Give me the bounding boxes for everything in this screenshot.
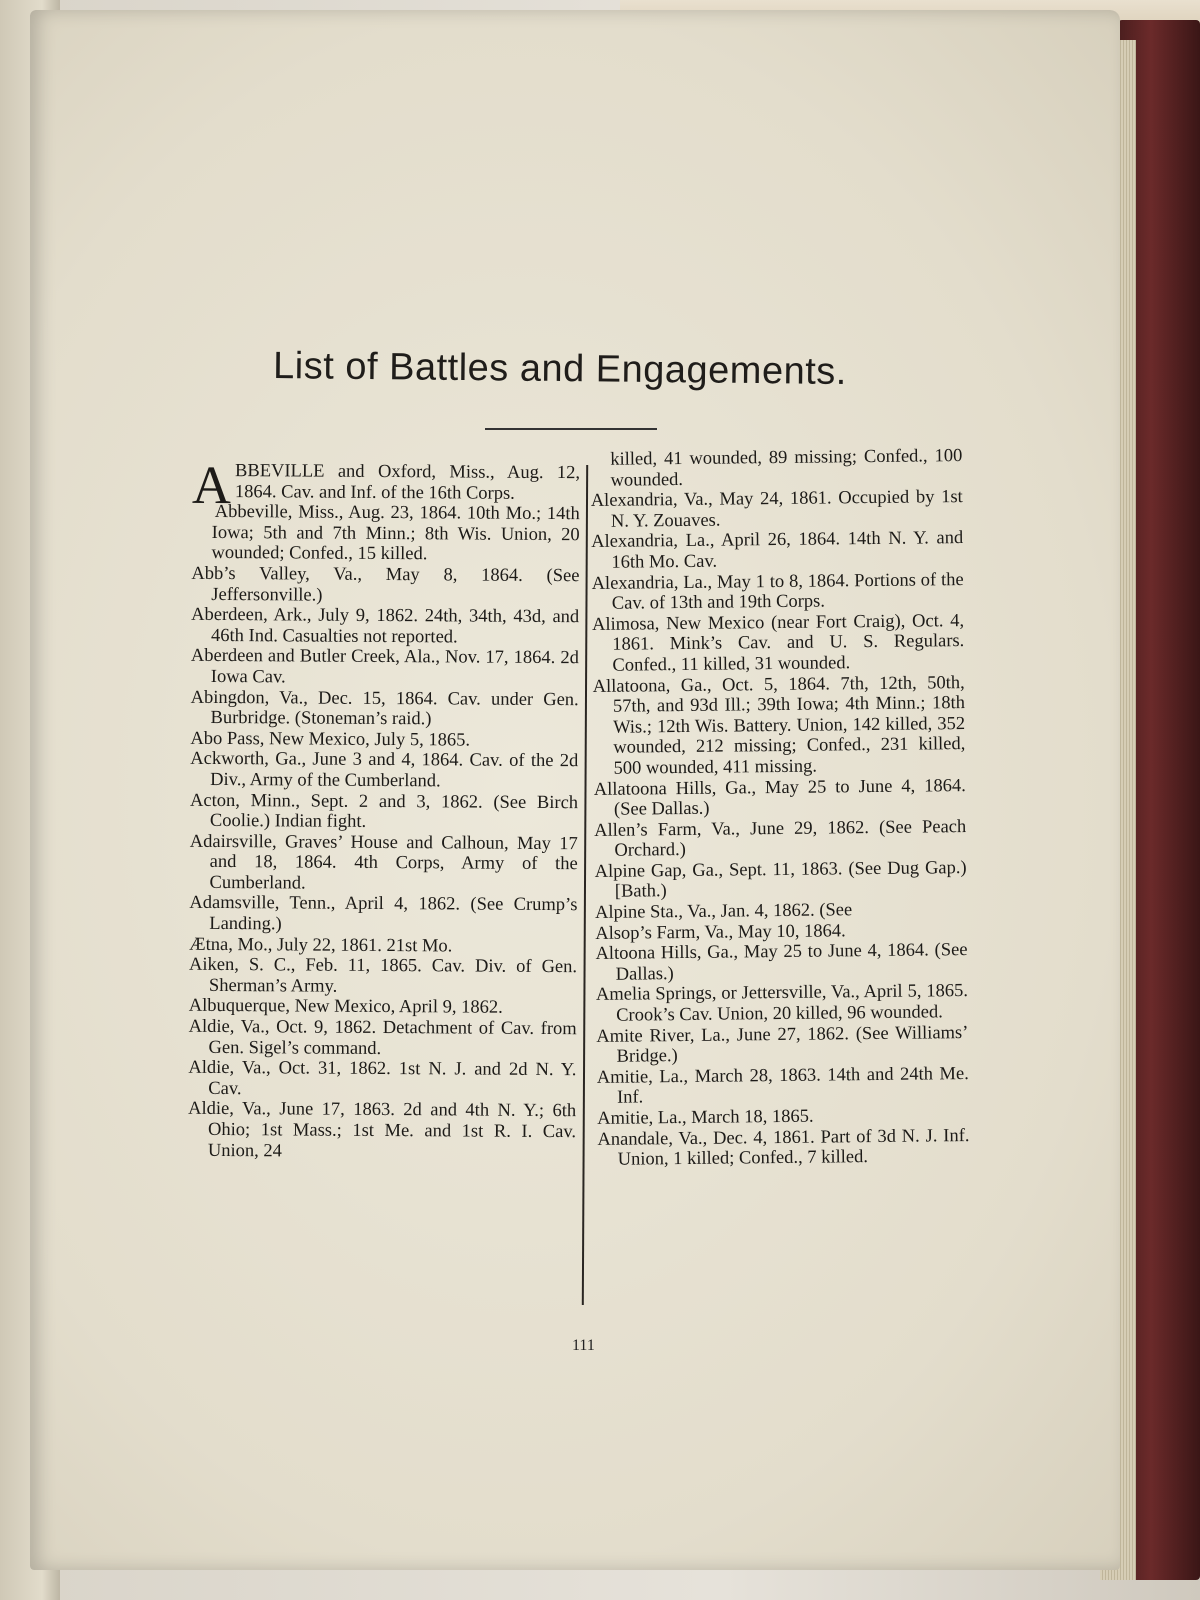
page-number: 111 bbox=[572, 1337, 595, 1354]
list-item: Allatoona, Ga., Oct. 5, 1864. 7th, 12th, 50th, 57th, and 93d Ill.; 39th Iowa; 4th Minn.; 18th Wis.; 12th Wis. Battery. Union, 142 killed, 352 wounded, 212 missing; Confed., 231 killed, 500 wounded, 411 missing. bbox=[592, 672, 966, 779]
list-item: Albuquerque, New Mexico, April 9, 1862. bbox=[188, 996, 503, 1019]
list-item: Abb’s Valley, Va., May 8, 1864. (See Jeffersonville.) bbox=[191, 563, 580, 606]
drop-cap: A bbox=[191, 454, 232, 516]
list-item: Abo Pass, New Mexico, July 5, 1865. bbox=[190, 728, 471, 751]
right-column bbox=[590, 446, 970, 1171]
list-item: Altoona Hills, Ga., May 25 to June 4, 1864. (See Dallas.) bbox=[595, 940, 968, 985]
page-title: List of Battles and Engagements. bbox=[272, 344, 848, 394]
continued-entry: killed, 41 wounded, 89 missing; Confed., 100 wounded. bbox=[610, 446, 963, 491]
list-item: Alexandria, La., April 26, 1864. 14th N. Y. and 16th Mo. Cav. bbox=[591, 528, 964, 573]
list-item: Alexandria, Va., May 24, 1861. Occupied by 1st N. Y. Zouaves. bbox=[590, 487, 963, 532]
list-item: Alimosa, New Mexico (near Fort Craig), Oct. 4, 1861. Mink’s Cav. and U. S. Regulars. Confed., 11 killed, 31 wounded. bbox=[591, 610, 965, 676]
list-item: Ackworth, Ga., June 3 and 4, 1864. Cav. of the 2d Div., Army of the Cumberland. bbox=[190, 749, 579, 792]
list-item: Amitie, La., March 18, 1865. bbox=[597, 1106, 814, 1129]
list-item: Aldie, Va., Oct. 9, 1862. Detachment of Cav. from Gen. Sigel’s command. bbox=[188, 1016, 577, 1059]
list-item: Alsop’s Farm, Va., May 10, 1864. bbox=[595, 920, 846, 944]
list-item: Adairsville, Graves’ House and Calhoun, May 17 and 18, 1864. 4th Corps, Army of the Cumberland. bbox=[189, 831, 578, 894]
list-item: Adamsville, Tenn., April 4, 1862. (See Crump’s Landing.) bbox=[189, 893, 578, 935]
list-item: Aberdeen, Ark., July 9, 1862. 24th, 34th, 43d, and 46th Ind. Casualties not reported. bbox=[191, 604, 580, 648]
list-item: Alpine Sta., Va., Jan. 4, 1862. (See bbox=[594, 900, 853, 924]
first-entry-text: BBEVILLE and Oxford, Miss., Aug. 12, 1864. Cav. and Inf. of the 16th Corps. bbox=[234, 461, 581, 504]
list-item: Abingdon, Va., Dec. 15, 1864. Cav. under Gen. Burbridge. (Stoneman’s raid.) bbox=[190, 687, 579, 730]
list-item: Alexandria, La., May 1 to 8, 1864. Portions of the Cav. of 13th and 19th Corps. bbox=[591, 569, 964, 614]
first-entry bbox=[191, 454, 581, 516]
list-item: Ætna, Mo., July 22, 1861. 21st Mo. bbox=[189, 934, 453, 957]
list-item: Aiken, S. C., Feb. 11, 1865. Cav. Div. of Gen. Sherman’s Army. bbox=[189, 955, 578, 997]
list-item: Amelia Springs, or Jettersville, Va., April 5, 1865. Crook’s Cav. Union, 20 killed, 96 wounded. bbox=[595, 981, 969, 1026]
list-item: Aldie, Va., Oct. 31, 1862. 1st N. J. and 2d N. Y. Cav. bbox=[188, 1058, 577, 1099]
list-item: Abbeville, Miss., Aug. 23, 1864. 10th Mo.; 14th Iowa; 5th and 7th Minn.; 8th Wis. Union, 20 wounded; Confed., 15 killed. bbox=[211, 502, 580, 565]
list-item: Aldie, Va., June 17, 1863. 2d and 4th N. Y.; 6th Ohio; 1st Mass.; 1st Me. and 1st R. I. Cav. Union, 24 bbox=[188, 1099, 577, 1161]
title-rule bbox=[485, 428, 657, 430]
list-item: Aberdeen and Butler Creek, Ala., Nov. 17, 1864. 2d Iowa Cav. bbox=[190, 646, 580, 688]
list-item: Allen’s Farm, Va., June 29, 1862. (See Peach Orchard.) bbox=[594, 816, 967, 862]
list-item: Acton, Minn., Sept. 2 and 3, 1862. (See Birch Coolie.) Indian fight. bbox=[190, 790, 579, 832]
list-item: Anandale, Va., Dec. 4, 1861. Part of 3d N. J. Inf. Union, 1 killed; Confed., 7 killed. bbox=[597, 1125, 970, 1170]
list-item: Amitie, La., March 28, 1863. 14th and 24th Me. Inf. bbox=[596, 1063, 969, 1109]
list-item: Amite River, La., June 27, 1862. (See Williams’ Bridge.) bbox=[596, 1022, 969, 1067]
left-column bbox=[188, 454, 581, 1164]
list-item: Allatoona Hills, Ga., May 25 to June 4, 1864. (See Dallas.) bbox=[593, 775, 966, 820]
list-item: Alpine Gap, Ga., Sept. 11, 1863. (See Dug Gap.) [Bath.) bbox=[594, 857, 967, 903]
